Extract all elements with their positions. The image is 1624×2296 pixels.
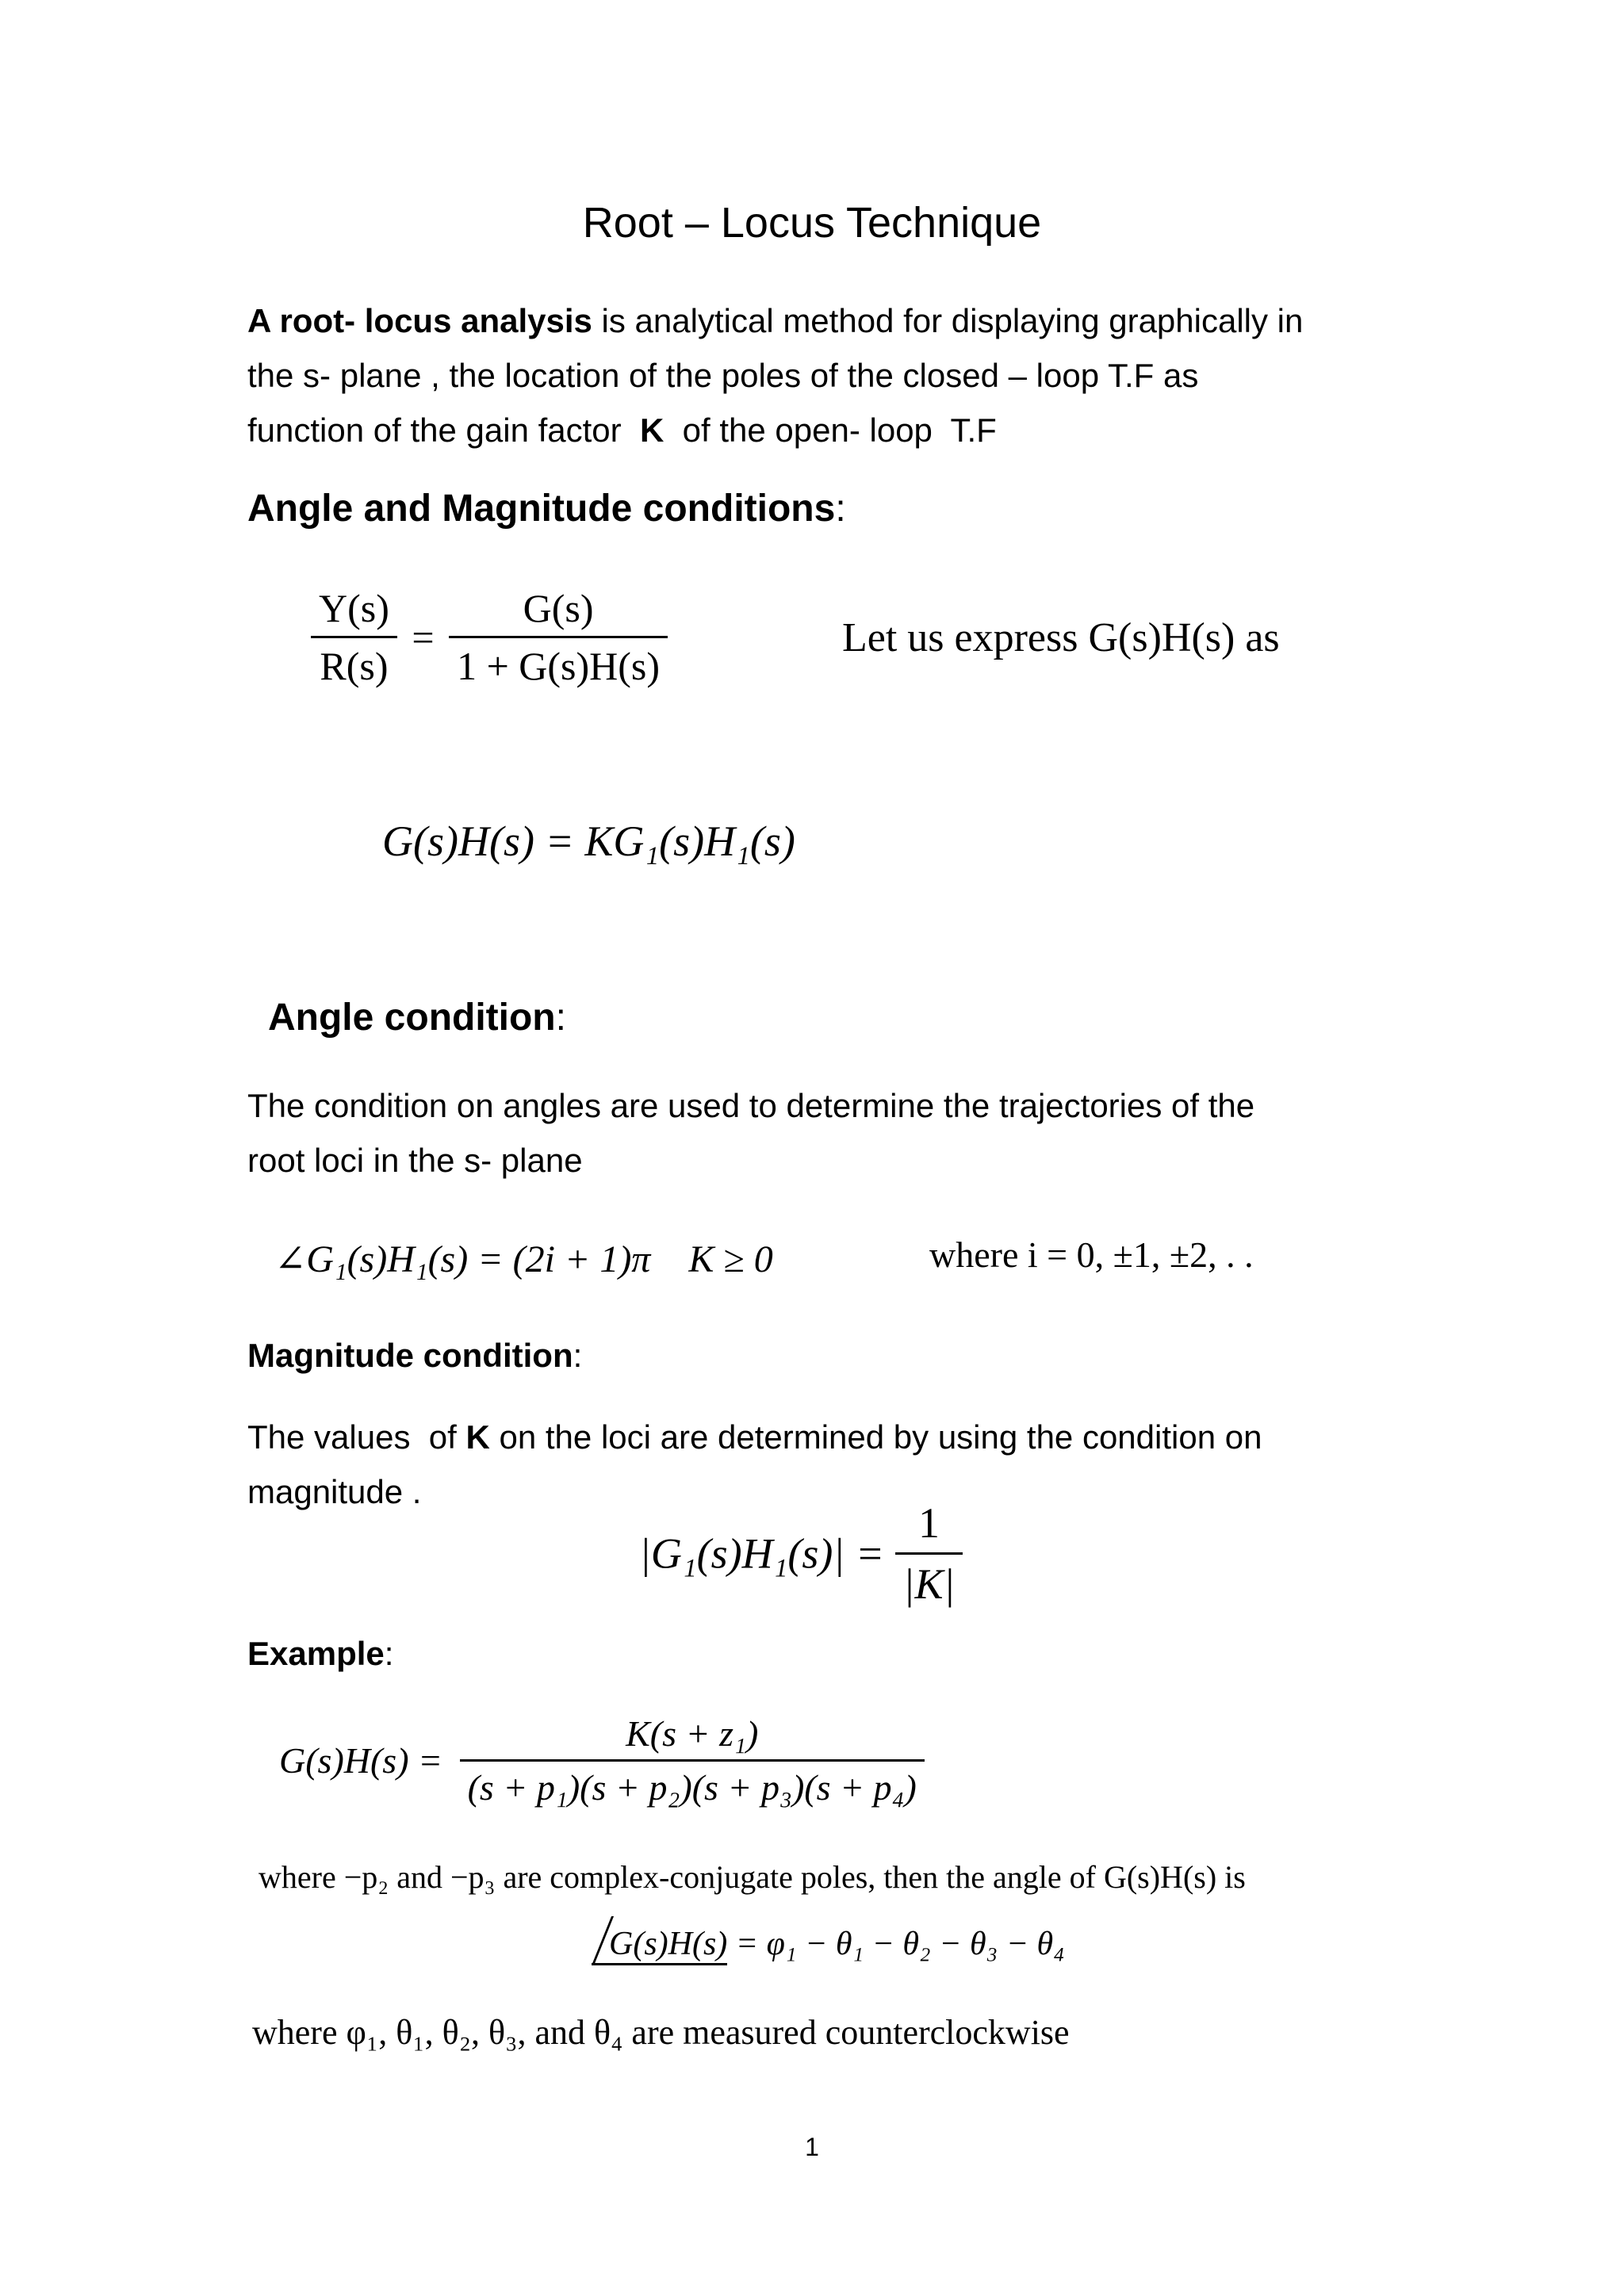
fraction-numerator: K(s + z₁) bbox=[460, 1712, 925, 1762]
fraction-numerator: G(s) bbox=[449, 585, 668, 638]
intro-line-3 bbox=[247, 403, 1303, 457]
heading-colon: : bbox=[573, 1337, 583, 1374]
intro-paragraph bbox=[247, 293, 1303, 457]
equation-example-tf bbox=[279, 1712, 925, 1808]
note-measured-counterclockwise: where φ₁, θ₁, θ₂, θ₃, and θ₄ are measured counterclockwise bbox=[252, 2013, 1070, 2052]
angle-sum-rhs: = φ₁ − θ₁ − θ₂ − θ₃ − θ₄ bbox=[735, 1926, 1065, 1962]
fraction-numerator: Y(s) bbox=[311, 585, 397, 638]
page-number: 1 bbox=[805, 2133, 819, 2161]
intro-line-1-text: is analytical method for displaying graphically in bbox=[592, 302, 1304, 339]
equation-angle-sum bbox=[592, 1925, 1065, 1965]
equation-angle-condition: ∠G₁(s)H₁(s) = (2i + 1)π K ≥ 0 bbox=[274, 1238, 773, 1280]
heading-colon: : bbox=[384, 1635, 394, 1672]
heading-magnitude-condition bbox=[247, 1337, 582, 1375]
intro-line-1 bbox=[247, 293, 1303, 348]
example-lhs: G(s)H(s) = bbox=[279, 1740, 443, 1781]
heading-magnitude-condition-text: Magnitude condition bbox=[247, 1337, 573, 1374]
heading-colon: : bbox=[835, 488, 846, 530]
fraction-g-over-1-plus-gh bbox=[449, 585, 668, 689]
magnitude-line-1-a: The values of bbox=[247, 1418, 466, 1456]
heading-angle-condition-text: Angle condition bbox=[268, 997, 556, 1039]
magnitude-gain-k: K bbox=[465, 1418, 490, 1456]
heading-example bbox=[247, 1635, 393, 1673]
heading-colon: : bbox=[555, 997, 566, 1039]
fraction-example bbox=[460, 1712, 925, 1808]
fraction-denominator: |K| bbox=[902, 1560, 956, 1608]
fraction-y-over-r bbox=[311, 585, 397, 689]
heading-angle-magnitude bbox=[247, 487, 846, 530]
heading-example-text: Example bbox=[247, 1635, 385, 1672]
magnitude-line-1-b: on the loci are determined by using the condition on bbox=[489, 1418, 1262, 1456]
equation-gh-definition: G(s)H(s) = KG₁(s)H₁(s) bbox=[382, 817, 795, 865]
fraction-denominator: 1 + G(s)H(s) bbox=[457, 644, 661, 688]
magnitude-lhs: |G₁(s)H₁(s)| = bbox=[639, 1529, 885, 1578]
page-title: Root – Locus Technique bbox=[582, 199, 1042, 247]
magnitude-line-1 bbox=[247, 1410, 1262, 1464]
heading-angle-magnitude-text: Angle and Magnitude conditions bbox=[247, 488, 836, 530]
fraction-denominator: R(s) bbox=[320, 644, 389, 688]
angle-line-2: root loci in the s- plane bbox=[247, 1142, 583, 1179]
angle-condition-paragraph bbox=[247, 1078, 1254, 1188]
angle-line-1: The condition on angles are used to determine the trajectories of the bbox=[247, 1087, 1255, 1124]
fraction-one-over-k bbox=[895, 1498, 963, 1609]
equation-index-range: where i = 0, ±1, ±2, . . bbox=[929, 1234, 1254, 1275]
fraction-numerator: 1 bbox=[895, 1498, 963, 1555]
intro-line-2: the s- plane , the location of the poles of the closed – loop T.F as bbox=[247, 357, 1199, 394]
note-complex-conjugate-poles: where −p₂ and −p₃ are complex-conjugate poles, then the angle of G(s)H(s) is bbox=[259, 1859, 1246, 1895]
equation-magnitude-condition bbox=[639, 1498, 963, 1609]
intro-gain-k: K bbox=[639, 411, 665, 449]
intro-bold-term: A root- locus analysis bbox=[247, 302, 592, 339]
angle-of-gh: G(s)H(s) bbox=[592, 1925, 727, 1965]
equation-closed-loop-tf bbox=[311, 585, 668, 689]
magnitude-line-2: magnitude . bbox=[247, 1473, 422, 1510]
intro-line-3-a: function of the gain factor bbox=[247, 411, 640, 449]
heading-angle-condition bbox=[268, 996, 566, 1039]
equals-sign: = bbox=[412, 614, 435, 660]
fraction-denominator: (s + p₁)(s + p₂)(s + p₃)(s + p₄) bbox=[467, 1767, 917, 1808]
intro-line-3-b: of the open- loop T.F bbox=[664, 411, 997, 449]
note-let-us-express: Let us express G(s)H(s) as bbox=[842, 615, 1280, 660]
